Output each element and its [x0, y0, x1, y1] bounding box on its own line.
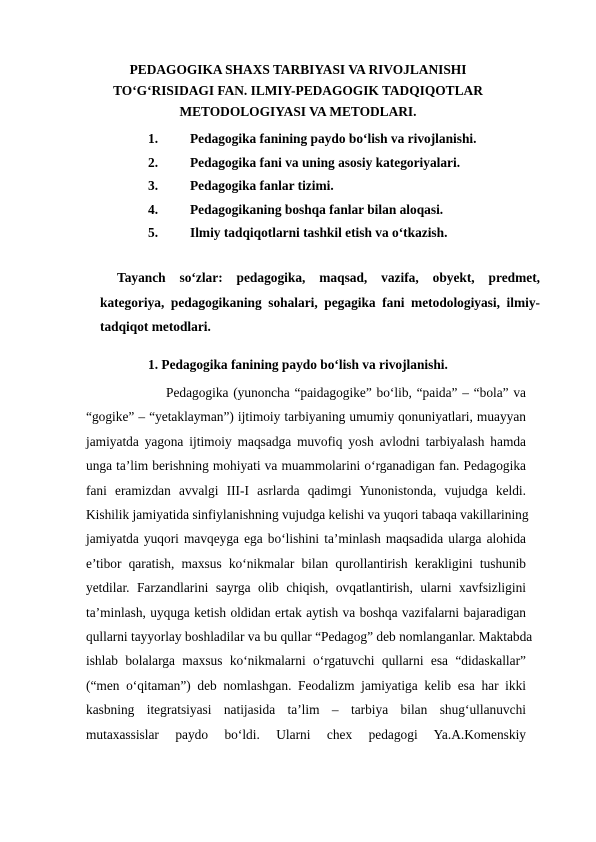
title-line: TO‘G‘RISIDAGI FAN. ILMIY-PEDAGOGIK TADQIQOTLAR [113, 83, 483, 98]
body-line: unga ta’lim berishning mohiyati va muammolarini o‘rganadigan fan. Pedagogika [86, 458, 526, 474]
topic-item [148, 151, 476, 175]
body-line: qullarni tayyorlay boshladilar va bu qullar “Pedagog” deb nomlanganlar. Maktabda [86, 629, 533, 645]
body-line: jamiyatda yagona ijtimoiy maqsadga muvofiq yosh avlodni tarbiyalash hamda [86, 433, 526, 449]
body-line: mutaxassislar paydo bo‘ldi. Ularni chex pedagogi Ya.A.Komenskiy [86, 726, 526, 742]
body-line: yetdilar. Farzandlarini sayrga olib chiqish, ovqatlantirish, ularni xavfsizligini [86, 580, 526, 596]
keywords-block [100, 266, 540, 340]
body-line: (“men o‘qitaman”) deb nomlashgan. Feodalizm jamiyatiga kelib esa har ikki [86, 677, 526, 693]
topic-list [148, 127, 476, 245]
section-heading: 1. Pedagogika fanining paydo bo‘lish va rivojlanishi. [148, 357, 448, 372]
body-paragraph [86, 381, 533, 747]
body-line: Kishilik jamiyatida sinfiylanishning vujudga kelishi va yuqori tabaqa vakillarining [86, 507, 529, 523]
body-line: e’tibor qaratish, maxsus ko‘nikmalar bilan qurollantirish kerakligini tushunib [86, 555, 526, 571]
body-line: ta’minlash, uyquga ketish oldidan ertak aytish va boshqa vazifalarni bajaradigan [86, 604, 526, 620]
topic-text: Pedagogikaning boshqa fanlar bilan aloqasi. [190, 201, 444, 217]
topic-number: 4. [148, 201, 159, 217]
body-line: ishlab bolalarga maxsus ko‘nikmalarni o‘rgatuvchi qullarni esa “didaskallar” [86, 653, 526, 669]
topic-text: Pedagogika fanining paydo bo‘lish va rivojlanishi. [190, 131, 477, 146]
topic-item [148, 221, 476, 245]
topic-number: 1. [148, 131, 159, 146]
document-title [60, 59, 536, 122]
topic-text: Pedagogika fanlar tizimi. [190, 178, 334, 193]
topic-item [148, 174, 476, 198]
body-line: jamiyatda yuqori mavqeyga ega bo‘lishini ta’minlash maqsadida ularga alohida [86, 531, 526, 547]
keywords-line: Tayanch so‘zlar: pedagogika, maqsad, vazifa, obyekt, predmet, [117, 270, 540, 285]
body-line: kasbning itegratsiyasi natijasida ta’lim – tarbiya bilan shug‘ullanuvchi [86, 702, 526, 718]
keywords-line: tadqiqot metodlari. [100, 319, 211, 334]
topic-number: 3. [148, 178, 159, 193]
topic-item [148, 198, 476, 222]
body-line: Pedagogika (yunoncha “paidagogike” bo‘lib, “paida” – “bola” va [166, 385, 526, 400]
body-line: fani eramizdan avvalgi III-I asrlarda qadimgi Yunonistonda, vujudga keldi. [86, 482, 526, 498]
topic-number: 2. [148, 154, 159, 170]
topic-text: Pedagogika fani va uning asosiy kategoriyalari. [190, 154, 461, 170]
title-line: PEDAGOGIKA SHAXS TARBIYASI VA RIVOJLANISHI [129, 62, 467, 77]
keywords-line: kategoriya, pedagogikaning sohalari, pegagika fani metodologiyasi, ilmiy- [100, 294, 540, 310]
topic-number: 5. [148, 225, 159, 240]
body-line: “gogike” – “yetaklayman”) ijtimoiy tarbiyaning umumiy qonuniyatlari, muayyan [86, 409, 526, 425]
topic-item [148, 127, 476, 151]
title-line: METODOLOGIYASI VA METODLARI. [179, 104, 417, 119]
topic-text: Ilmiy tadqiqotlarni tashkil etish va o‘tkazish. [190, 225, 448, 240]
